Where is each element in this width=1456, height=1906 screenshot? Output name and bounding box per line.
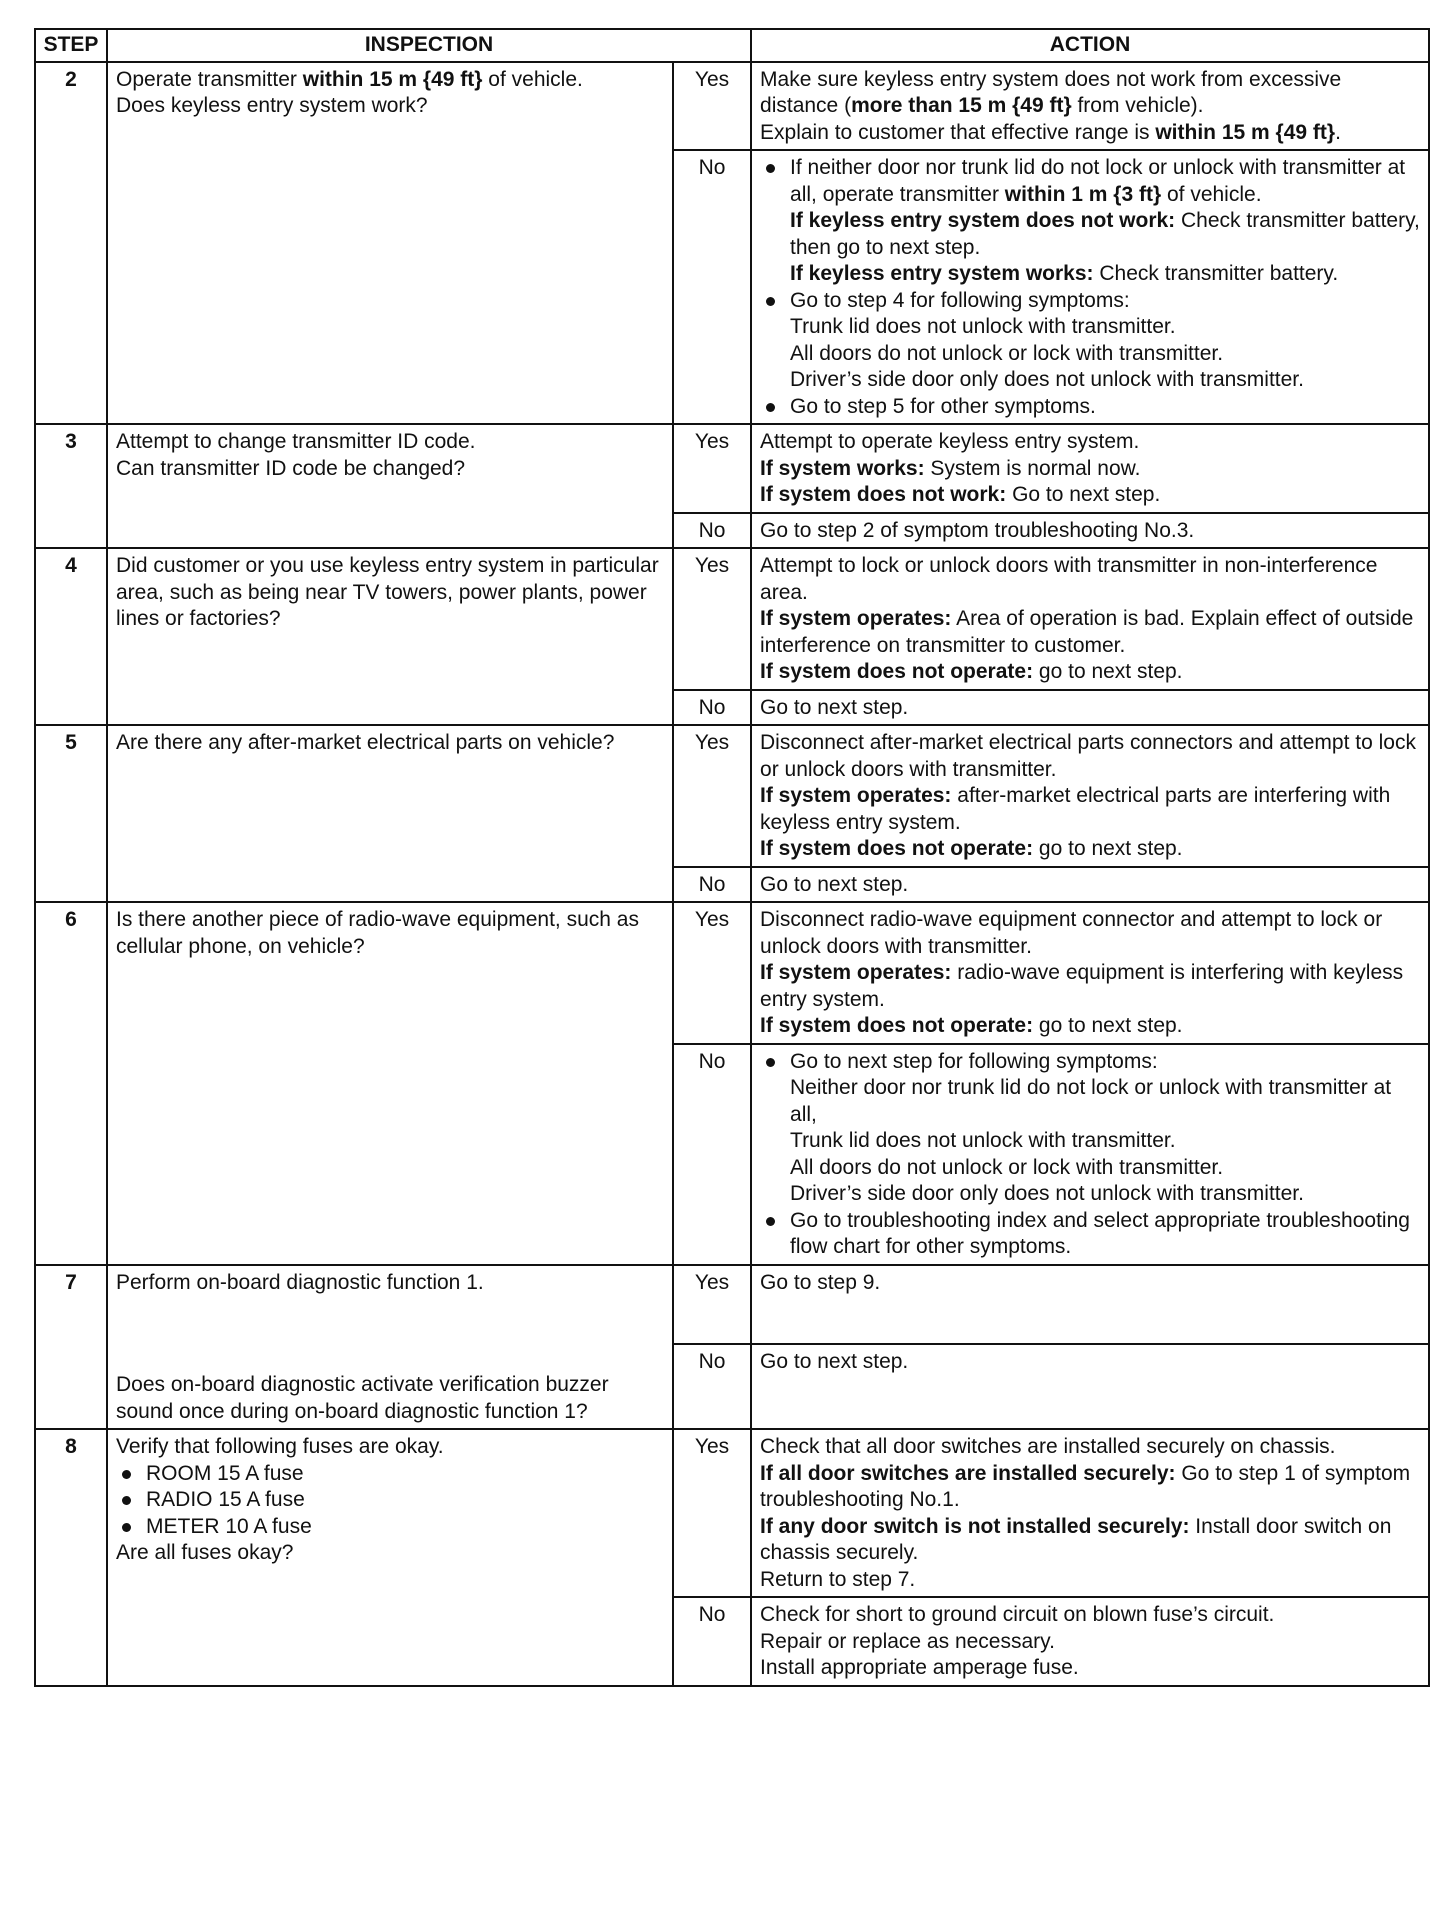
step-number: 3 [35,424,107,548]
header-step: STEP [35,29,107,62]
bold-text: more than 15 m {49 ft} [851,94,1072,117]
bullet-lead: Go to next step for following symptoms: [790,1049,1158,1073]
bold-text: If system operates: [760,784,952,807]
action-line: If system works: System is normal now. [760,456,1141,480]
bold-text: If keyless entry system works: [790,262,1094,285]
bullet-continuation: Trunk lid does not unlock with transmitter. [790,315,1176,338]
action-line: Repair or replace as necessary. [760,1629,1055,1653]
action-line: Go to next step. [760,1349,909,1373]
bold-text: If all door switches are installed securely: [760,1461,1176,1485]
inspection-text: Is there another piece of radio-wave equipment, such as cellular phone, on vehicle? [116,908,639,958]
bullet-continuation: If keyless entry system does not work: Check transmitter battery, then go to next step. [790,209,1420,259]
action-no [751,513,1429,549]
action-yes [751,1265,1429,1344]
inspection-cell [107,62,673,425]
bullet-lead: Go to troubleshooting index and select appropriate troubleshooting flow chart for other symptoms. [790,1208,1410,1258]
answer-no: No [673,1344,751,1430]
answer-no: No [673,1044,751,1265]
step-number: 7 [35,1265,107,1430]
action-line: Make sure keyless entry system does not work from excessive distance (more than 15 m {49 ft} from vehicle). [760,67,1342,117]
answer-no: No [673,150,751,424]
action-line: If system operates: after-market electrical parts are interfering with keyless entry system. [760,784,1391,834]
action-no [751,867,1429,903]
action-line: Go to next step. [760,695,909,719]
action-line: Go to step 9. [760,1270,881,1294]
action-line: Attempt to operate keyless entry system. [760,430,1140,453]
action-line: If system operates: Area of operation is bad. Explain effect of outside interference on transmitter to customer. [760,607,1414,657]
fuse-item: ROOM 15 A fuse [116,1461,664,1488]
fuse-item: METER 10 A fuse [116,1514,664,1541]
action-no [751,1044,1429,1265]
inspection-cell [107,1429,673,1686]
table-row [35,424,1429,513]
action-line: If all door switches are installed securely: Go to step 1 of symptom troubleshooting No.1. [760,1461,1411,1511]
action-line: If system does not operate: go to next step. [760,1014,1183,1037]
fuse-item: RADIO 15 A fuse [116,1487,664,1514]
table-body [35,62,1429,1686]
step-number: 4 [35,548,107,725]
table-row [35,62,1429,151]
bullet-lead: Go to step 4 for following symptoms: [790,288,1130,312]
action-line: If system does not work: Go to next step. [760,483,1161,506]
inspection-text: Perform on-board diagnostic function 1. [116,1270,484,1294]
answer-yes: Yes [673,424,751,513]
action-yes [751,902,1429,1044]
inspection-cell [107,902,673,1265]
bullet-item [760,1049,1420,1208]
inspection-question: Are all fuses okay? [116,1541,294,1564]
action-no [751,690,1429,726]
action-yes [751,725,1429,867]
header-action: ACTION [751,29,1429,62]
action-line: Install appropriate amperage fuse. [760,1656,1079,1679]
fuse-list [116,1461,664,1541]
action-yes [751,62,1429,151]
action-line: If any door switch is not installed securely: Install door switch on chassis securely. [760,1514,1392,1564]
action-line: Attempt to lock or unlock doors with transmitter in non-interference area. [760,554,1378,604]
bold-text: If any door switch is not installed securely: [760,1514,1190,1538]
bullet-lead: Go to step 5 for other symptoms. [790,394,1096,418]
action-no [751,1344,1429,1430]
inspection-cell [107,548,673,725]
action-line: Go to step 2 of symptom troubleshooting No.3. [760,518,1195,542]
table-row [35,725,1429,867]
bold-text: within 1 m {3 ft} [1004,182,1162,206]
action-line: If system does not operate: go to next step. [760,837,1183,860]
bullet-item [760,394,1420,421]
bold-text: within 15 m {49 ft} [302,67,483,91]
action-line: Disconnect radio-wave equipment connector and attempt to lock or unlock doors with transmitter. [760,908,1383,958]
table-row [35,902,1429,1044]
inspection-text: Did customer or you use keyless entry system in particular area, such as being near TV towers, power plants, power lines or factories? [116,554,659,630]
bullet-continuation: All doors do not unlock or lock with transmitter. [790,341,1224,365]
bullet-list [760,155,1420,420]
step-number: 2 [35,62,107,425]
bold-text: If system does not operate: [760,1014,1034,1037]
bold-text: If system does not operate: [760,837,1034,860]
action-no [751,150,1429,424]
inspection-text: Attempt to change transmitter ID code. Can transmitter ID code be changed? [116,430,476,480]
answer-no: No [673,513,751,549]
action-line: Disconnect after-market electrical parts connectors and attempt to lock or unlock doors with transmitter. [760,731,1416,781]
bullet-item [760,155,1420,288]
bullet-lead: If neither door nor trunk lid do not lock or unlock with transmitter at all, operate transmitter within 1 m {3 ft} of vehicle. [790,156,1406,206]
inspection-spacer [116,1296,664,1372]
table-row [35,1429,1429,1597]
action-line: Check that all door switches are installed securely on chassis. [760,1435,1336,1458]
bold-text: If system operates: [760,961,952,984]
inspection-text: Operate transmitter within 15 m {49 ft} of vehicle. Does keyless entry system work? [116,67,583,117]
inspection-text: Verify that following fuses are okay. [116,1435,444,1458]
action-line: Explain to customer that effective range is within 15 m {49 ft}. [760,120,1341,144]
table-row [35,1265,1429,1344]
bold-text: If system works: [760,456,925,480]
inspection-text: Are there any after-market electrical parts on vehicle? [116,731,615,754]
action-line: Check for short to ground circuit on blown fuse’s circuit. [760,1603,1275,1626]
bold-text: If system does not operate: [760,660,1034,683]
answer-no: No [673,690,751,726]
answer-yes: Yes [673,1429,751,1597]
bullet-list [760,1049,1420,1261]
action-yes [751,548,1429,690]
bullet-continuation: All doors do not unlock or lock with transmitter. [790,1155,1224,1179]
table-header-row [35,29,1429,62]
action-yes [751,1429,1429,1597]
action-line: If system does not operate: go to next step. [760,660,1183,683]
troubleshooting-table [34,28,1430,1687]
bullet-continuation: Neither door nor trunk lid do not lock or unlock with transmitter at all, [790,1076,1392,1126]
step-number: 6 [35,902,107,1265]
inspection-cell [107,725,673,902]
bullet-continuation: Driver’s side door only does not unlock with transmitter. [790,368,1304,391]
action-no [751,1597,1429,1686]
bullet-continuation: If keyless entry system works: Check transmitter battery. [790,262,1339,285]
bullet-continuation: Trunk lid does not unlock with transmitter. [790,1129,1176,1152]
bold-text: within 15 m {49 ft} [1155,120,1336,144]
answer-yes: Yes [673,902,751,1044]
bold-text: If system does not work: [760,483,1007,506]
action-yes [751,424,1429,513]
bold-text: If keyless entry system does not work: [790,209,1176,232]
step-number: 5 [35,725,107,902]
answer-yes: Yes [673,725,751,867]
inspection-question: Does on-board diagnostic activate verification buzzer sound once during on-board diagnostic function 1? [116,1373,609,1423]
header-inspection: INSPECTION [107,29,751,62]
table-row [35,548,1429,690]
answer-yes: Yes [673,1265,751,1344]
bullet-item [760,1208,1420,1261]
answer-no: No [673,867,751,903]
bullet-continuation: Driver’s side door only does not unlock with transmitter. [790,1182,1304,1205]
answer-yes: Yes [673,62,751,151]
bullet-item [760,288,1420,394]
step-number: 8 [35,1429,107,1686]
inspection-cell [107,424,673,548]
action-line: Go to next step. [760,872,909,896]
bold-text: If system operates: [760,607,952,630]
inspection-cell [107,1265,673,1430]
answer-no: No [673,1597,751,1686]
answer-yes: Yes [673,548,751,690]
action-line: Return to step 7. [760,1567,916,1591]
action-line: If system operates: radio-wave equipment is interfering with keyless entry system. [760,961,1404,1011]
